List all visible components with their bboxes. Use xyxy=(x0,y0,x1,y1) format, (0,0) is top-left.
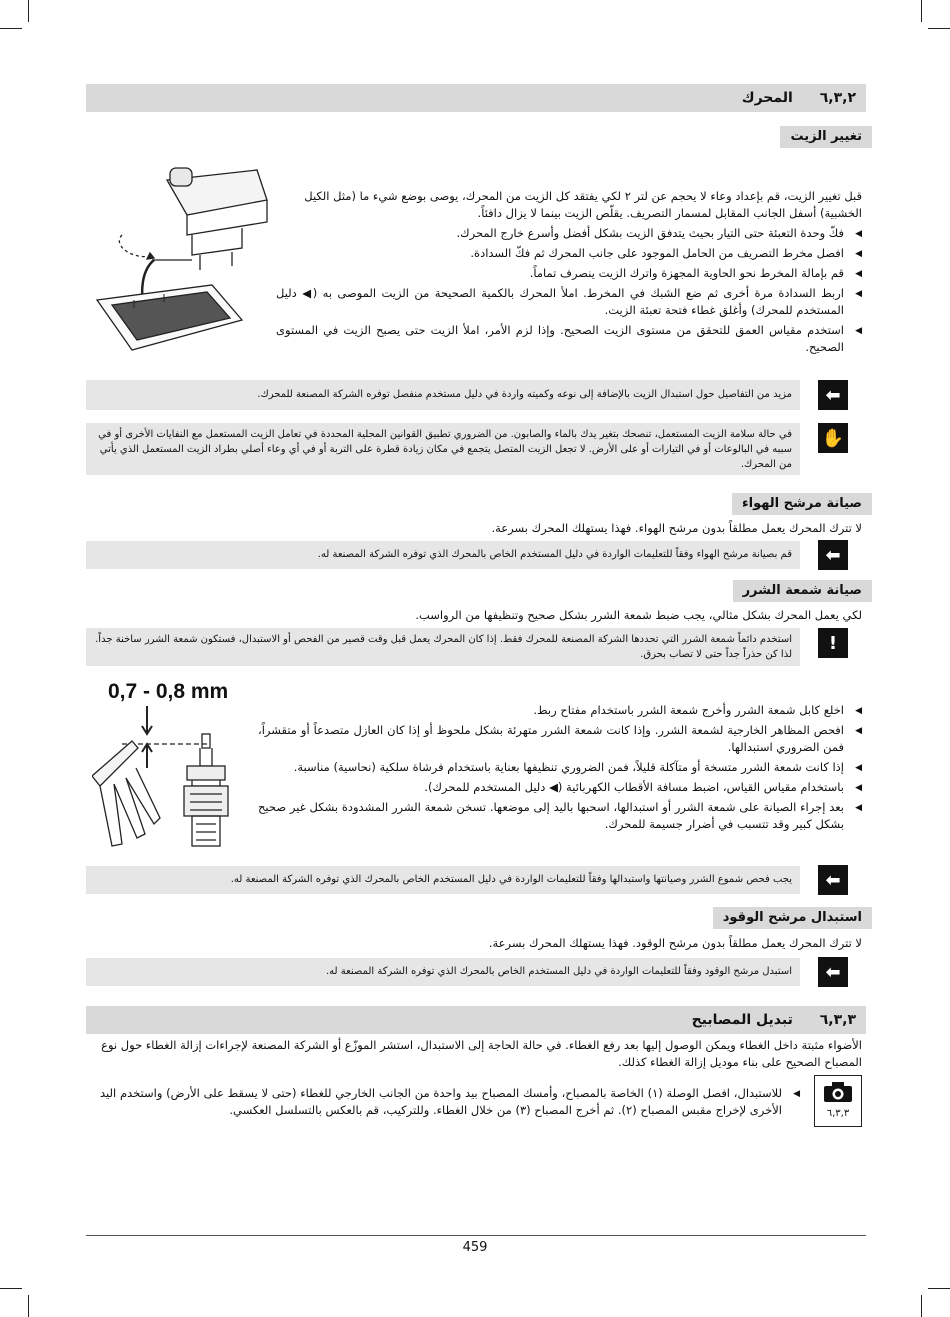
list-item: ◀ إذا كانت شمعة الشرر متسخة أو متآكلة قليلاً، فمن الضروري تنظيفها بعناية باستخدام فرشاة سلكية (نحاسية) مناسبة. xyxy=(258,759,862,776)
subheading-air-filter: صيانة مرشح الهواء xyxy=(732,493,872,515)
gap-label: 0,7 - 0,8 mm xyxy=(108,680,229,703)
arrow-left-icon: ⬅ xyxy=(818,865,848,895)
crop-mark xyxy=(928,28,950,29)
list-item: ◀ استخدم مقياس العمق للتحقق من مستوى الزيت الصحيح. وإذا لزم الأمر، املأ الزيت حتى يصبح الزيت في المستوى الصحيح. xyxy=(276,322,862,356)
list-item: ◀ اخلع كابل شمعة الشرر وأخرج شمعة الشرر باستخدام مفتاح ربط. xyxy=(258,702,862,719)
section-number: ٦,٣,٢ xyxy=(819,90,856,106)
spark-plug-steps xyxy=(258,702,862,836)
list-item: ◀ باستخدام مقياس القياس، اضبط مسافة الأقطاب الكهربائية (◀ دليل المستخدم للمحرك). xyxy=(258,779,862,796)
crop-mark xyxy=(928,1288,950,1289)
arrow-left-icon: ⬅ xyxy=(818,540,848,570)
note-fuel-filter: استبدل مرشح الوقود وفقاً للتعليمات الواردة في دليل المستخدم الخاص بالمحرك الذي توفره الشركة المصنعة له. xyxy=(86,958,800,986)
subheading-oil-change: تغيير الزيت xyxy=(780,126,872,148)
section-title: تبديل المصابيح xyxy=(691,1012,793,1028)
subheading-fuel-filter: استبدال مرشح الوقود xyxy=(713,907,872,929)
hand-stop-icon: ✋ xyxy=(818,423,848,453)
arrow-left-icon: ⬅ xyxy=(818,957,848,987)
note-spark-inspection: يجب فحص شموع الشرر وصيانتها واستبدالها وفقاً للتعليمات الواردة في دليل المستخدم الخاص بالمحرك الذي توفره الشركة المصنعة له. xyxy=(86,866,800,894)
subheading-spark-plug: صيانة شمعة الشرر xyxy=(733,580,872,602)
oil-change-steps xyxy=(276,225,862,359)
section-header-replace-lamps xyxy=(86,1006,866,1034)
list-item: ◀ اربط السدادة مرة أخرى ثم ضع الشبك في المخرط. املأ المحرك بالكمية الصحيحة من الزيت الموصى به (◀ دليل المستخدم للمحرك) وأغلق غطاء فتحة تعبئة الزيت. xyxy=(276,285,862,319)
air-filter-text: لا تترك المحرك يعمل مطلقاً بدون مرشح الهواء. فهذا يستهلك المحرك بسرعة. xyxy=(491,521,862,535)
crop-mark xyxy=(921,0,922,22)
crop-mark xyxy=(28,1295,29,1317)
arrow-left-icon: ⬅ xyxy=(818,380,848,410)
list-item: ◀ قم بإمالة المخرط نحو الحاوية المجهزة واترك الزيت ينصرف تماماً. xyxy=(276,265,862,282)
spark-plug-text: لكي يعمل المحرك بشكل مثالي، يجب ضبط شمعة الشرر بشكل صحيح وتنظيفها من الرواسب. xyxy=(415,608,862,622)
section-header-engine xyxy=(86,84,866,112)
list-item: ◀ افصل مخرط التصريف من الحامل الموجود على جانب المحرك ثم فكّ السدادة. xyxy=(276,245,862,262)
section-number: ٦,٣,٣ xyxy=(819,1012,856,1028)
figure-reference: ٦,٣,٣ xyxy=(826,1108,850,1119)
list-item: ◀ بعد إجراء الصيانة على شمعة الشرر أو استبدالها، اسحبها باليد إلى موضعها. تسخن شمعة الشرر المشدودة بشكل غير صحيح بشكل كبير وقد تتسبب في أضرار جسيمة للمحرك. xyxy=(258,799,862,833)
camera-figure-box xyxy=(814,1075,862,1127)
note-spark-warning: استخدم دائماً شمعة الشرر التي تحددها الشركة المصنعة للمحرك فقط. إذا كان المحرك يعمل قبل وقت قصير من الفحص أو الاستبدال، فستكون شمعة الشرر ساخنة جداً. لذا كن حذراً جداً حتى لا تصاب بحرق. xyxy=(86,628,800,666)
list-item: ◀ فكّ وحدة التعبئة حتى التيار بحيث يتدفق الزيت بشكل أفضل وأسرع خارج المحرك. xyxy=(276,225,862,242)
spark-plug-illustration xyxy=(92,706,252,866)
page-number: 459 xyxy=(462,1240,488,1255)
footer-divider xyxy=(86,1235,866,1236)
section-title: المحرك xyxy=(741,90,793,106)
crop-mark xyxy=(0,1288,22,1289)
crop-mark xyxy=(921,1295,922,1317)
exclamation-icon: ! xyxy=(818,628,848,658)
list-item: ◀ افحص المظاهر الخارجية لشمعة الشرر. وإذا كانت شمعة الشرر متهرئة بشكل ملحوظ أو إذا كان العازل متصدعاً أو متقشراً، فمن الضروري استبدالها. xyxy=(258,722,862,756)
crop-mark xyxy=(0,28,22,29)
note-air-filter: قم بصيانة مرشح الهواء وفقاً للتعليمات الواردة في دليل المستخدم الخاص بالمحرك الذي توفره الشركة المصنعة له. xyxy=(86,541,800,569)
oil-change-intro: قبل تغيير الزيت، قم بإعداد وعاء لا يحجم عن لتر ٢ لكي يفتقد كل الزيت من المحرك، يوصى بوضع شيء ما (مثل الكيل الخشبية) أسفل الجانب المقابل لمسمار التصريف. يقلّص الزيت بينما لا يزال دافئاً. xyxy=(304,189,862,220)
fuel-filter-text: لا تترك المحرك يعمل مطلقاً بدون مرشح الوقود. فهذا يستهلك المحرك بسرعة. xyxy=(488,936,862,950)
list-item: ◀ للاستبدال، افصل الوصلة (١) الخاصة بالمصباح، وأمسك المصباح بيد واحدة من الجانب الخارجي للغطاء (حتى لا يسقط على الأرض) واستخدم اليد الأخرى لإخراج مقبس المصباح (٢). ثم أخرج المصباح (٣) من خلال الغطاء. وللتركيب، قم بالعكس بالتسلسل العكسي. xyxy=(100,1085,800,1119)
replace-lamps-text: الأضواء مثبتة داخل الغطاء ويمكن الوصول إليها بعد رفع الغطاء. في حالة الحاجة إلى الاستبدال، استشر الموزّع أو الشركة المصنعة لإجراءات إزالة الغطاء حول نوع المصباح الصحيح على بناء موديل إزالة الغطاء كذلك. xyxy=(101,1038,862,1069)
camera-icon xyxy=(823,1081,853,1103)
replace-lamps-steps xyxy=(100,1085,800,1122)
note-oil-warning: في حالة سلامة الزيت المستعمل، تنصحك بتغير يدك بالماء والصابون. من الضروري تطبيق القوانين المحلية المحددة في تعامل الزيت المستعمل مع النفايات الأخرى أو في سببه في البالوعات أو في التيارات أو على الأرض. لا تجعل الزيت المتصل يتجمع في مكان زيادة قطرة على التربة أو في أي وعاء أصلي بطراد الزيت المستعمل الذي يأتي من المحرك. xyxy=(86,423,800,475)
crop-mark xyxy=(28,0,29,22)
note-oil-details: مزيد من التفاصيل حول استبدال الزيت بالإضافة إلى نوعه وكميته واردة في دليل مستخدم منفصل توفره الشركة المصنعة للمحرك. xyxy=(86,380,800,410)
oil-drain-illustration xyxy=(92,160,272,360)
